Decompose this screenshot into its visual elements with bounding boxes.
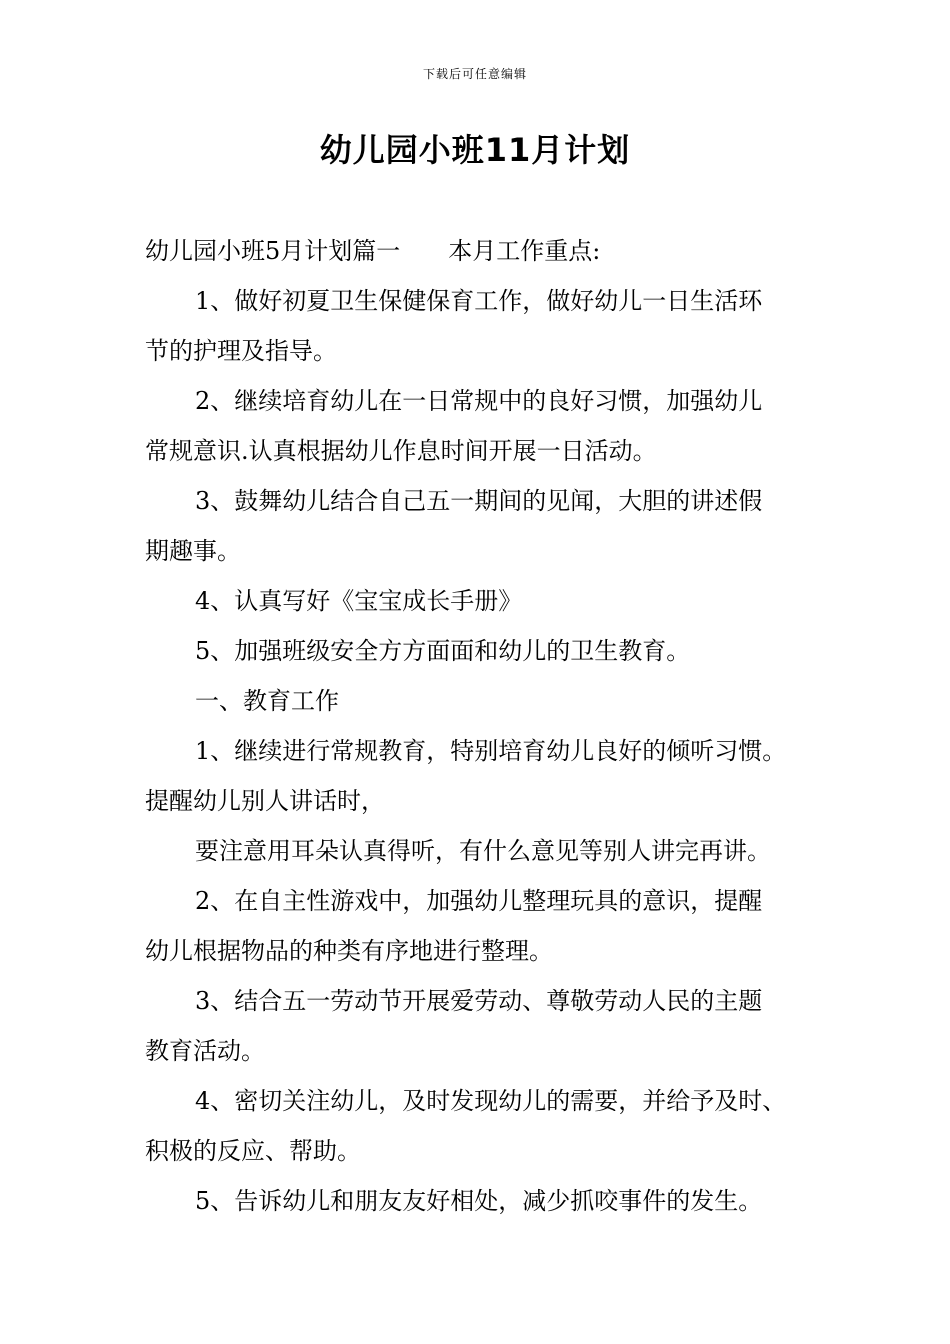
body-line: 4、认真写好《宝宝成长手册》: [195, 587, 523, 615]
body-line: 3、鼓舞幼儿结合自己五一期间的见闻，大胆的讲述假: [195, 487, 763, 515]
document-title: 幼儿园小班11月计划: [319, 131, 631, 169]
document-body: [145, 226, 815, 1226]
body-line: 要注意用耳朵认真得听，有什么意见等别人讲完再讲。: [195, 837, 771, 865]
body-line: 幼儿根据物品的种类有序地进行整理。: [145, 937, 553, 965]
body-line: 常规意识.认真根据幼儿作息时间开展一日活动。: [145, 437, 657, 465]
body-line: 2、继续培育幼儿在一日常规中的良好习惯，加强幼儿: [195, 387, 763, 415]
body-line: 提醒幼儿别人讲话时，: [145, 787, 385, 815]
body-lines: [145, 276, 815, 1226]
body-line: 4、密切关注幼儿，及时发现幼儿的需要，并给予及时、: [195, 1087, 787, 1115]
header-note: 下载后可任意编辑: [422, 67, 527, 81]
intro-line: [145, 226, 815, 276]
intro-section-heading: 幼儿园小班5月计划篇一: [145, 237, 401, 265]
body-line: 1、继续进行常规教育，特别培育幼儿良好的倾听习惯。: [195, 737, 787, 765]
body-line: 3、结合五一劳动节开展爱劳动、尊敬劳动人民的主题: [195, 987, 763, 1015]
body-line: 积极的反应、帮助。: [145, 1137, 361, 1165]
body-line: 2、在自主性游戏中，加强幼儿整理玩具的意识，提醒: [195, 887, 763, 915]
body-line: 一、教育工作: [195, 687, 339, 715]
body-line: 期趣事。: [145, 537, 241, 565]
body-line: 教育活动。: [145, 1037, 265, 1065]
body-line: 1、做好初夏卫生保健保育工作，做好幼儿一日生活环: [195, 287, 763, 315]
intro-focus-label: 本月工作重点:: [448, 237, 601, 265]
body-line: 节的护理及指导。: [145, 337, 337, 365]
body-line: 5、加强班级安全方方面面和幼儿的卫生教育。: [195, 637, 691, 665]
body-line: 5、告诉幼儿和朋友友好相处，减少抓咬事件的发生。: [195, 1187, 763, 1215]
